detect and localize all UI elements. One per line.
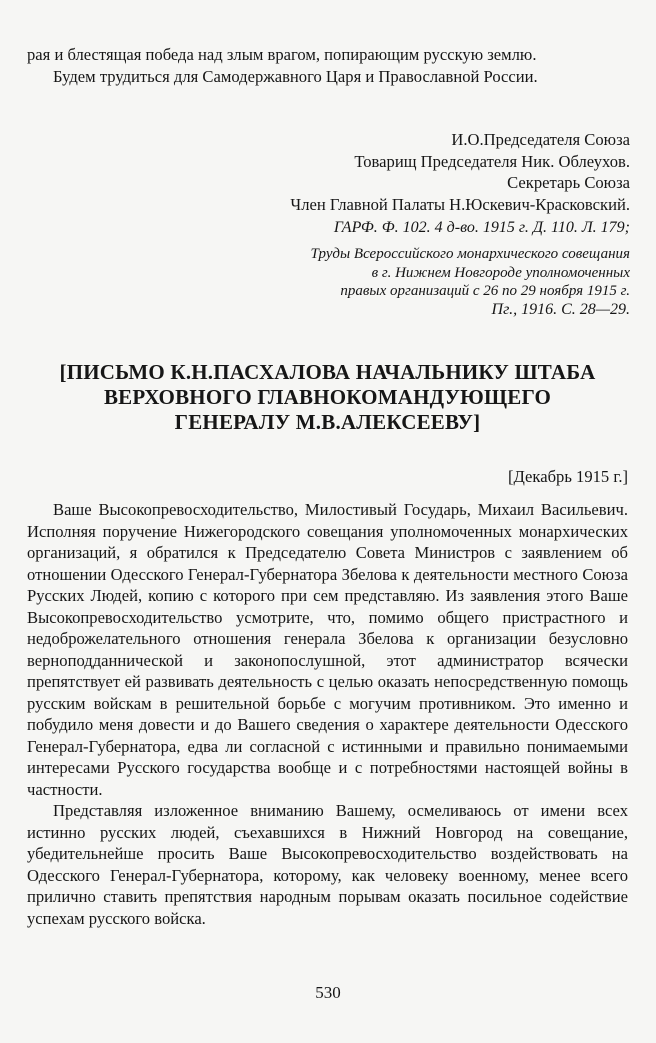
signature-line: И.О.Председателя Союза bbox=[451, 130, 630, 149]
signature-line: Член Главной Палаты Н.Юскевич-Красковский. bbox=[290, 194, 630, 214]
intro-block bbox=[27, 44, 628, 87]
letter-paragraph-1: Ваше Высокопревосходительство, Милостивый Государь, Михаил Васильевич. Исполняя поручение Нижегородского совещания уполномоченных монархических организаций, я обратился к Председателю Совета Министров с заявлением об отношении Одесского Генерал-Губернатора Збелова к деятельности местного Союза Русских Людей, копию с которого при сем представляю. Из заявления этого Ваше Высокопревосходительство усмотрите, что, помимо общего пристрастного и недоброжелательного отношения генерала Збелова к организации безусловно верноподданнической и законопослушной, этот администратор всячески препятствует ей развивать деятельность с целью оказать непосредственную помощь русским войскам в решительной борьбе с могучим противником. Это именно и побудило меня довести и до Вашего сведения о характере деятельности Одесского Генерал-Губернатора, едва ли согласной с истинными и правильно понимаемыми интересами Русского государства вообще и с потребностями настоящей войны в частности. bbox=[27, 500, 628, 799]
letter-heading bbox=[27, 360, 628, 435]
source-citation-line: Пг., 1916. С. 28—29. bbox=[491, 300, 630, 318]
signature-line: Секретарь Союза bbox=[507, 173, 630, 192]
signature-block bbox=[27, 129, 630, 215]
citation-block bbox=[27, 217, 630, 319]
page-number: 530 bbox=[315, 983, 341, 1002]
archive-citation: ГАРФ. Ф. 102. 4 д-во. 1915 г. Д. 110. Л. 179; bbox=[333, 219, 630, 236]
source-citation-line: Труды Всероссийского монархического совещания bbox=[310, 246, 630, 262]
letter-date: [Декабрь 1915 г.] bbox=[508, 467, 628, 486]
intro-paragraph-2: Будем трудиться для Самодержавного Царя и Православной России. bbox=[53, 66, 538, 86]
letter-heading-line: ГЕНЕРАЛУ М.В.АЛЕКСЕЕВУ] bbox=[174, 410, 481, 434]
signature-line: Товарищ Председателя Ник. Облеухов. bbox=[354, 151, 630, 171]
letter-heading-line: [ПИСЬМО К.Н.ПАСХАЛОВА НАЧАЛЬНИКУ ШТАБА bbox=[59, 360, 596, 384]
source-citation-line: в г. Нижнем Новгороде уполномоченных bbox=[371, 264, 630, 281]
source-citation-line: правых организаций с 26 по 29 ноября 1915 г. bbox=[340, 283, 630, 299]
letter-heading-line: ВЕРХОВНОГО ГЛАВНОКОМАНДУЮЩЕГО bbox=[103, 385, 552, 409]
intro-paragraph-1: рая и блестящая победа над злым врагом, попирающим русскую землю. bbox=[27, 45, 537, 64]
letter-body bbox=[27, 499, 628, 929]
letter-paragraph-2: Представляя изложенное вниманию Вашему, осмеливаюсь от имени всех истинно русских людей, съехавшихся в Нижний Новгород на совещание, убедительнейше просить Ваше Высокопревосходительство воздействовать на Одесского Генерал-Губернатора, которому, как человеку военному, менее всего прилично ставить препятствия народным порывам оказать посильное содействие успехам русского войска. bbox=[27, 801, 628, 928]
